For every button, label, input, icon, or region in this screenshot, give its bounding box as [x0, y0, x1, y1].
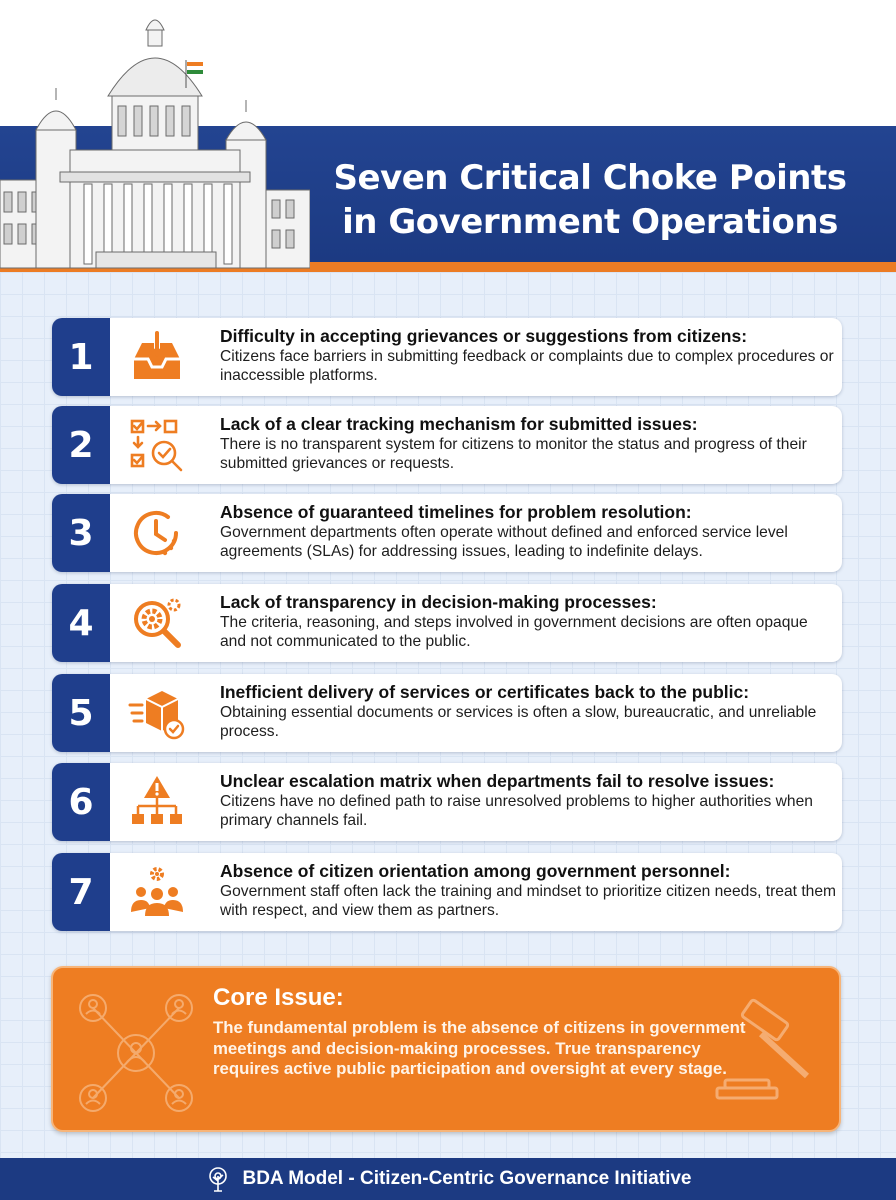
- gavel-icon: [713, 996, 823, 1106]
- delivery-box-icon: [128, 685, 186, 741]
- choke-point-card-3: [52, 494, 842, 572]
- choke-point-title: Absence of citizen orientation among government personnel:: [220, 861, 731, 881]
- core-issue-text: The fundamental problem is the absence of citizens in government meetings and decision-making processes. True transparency requires active public participation and oversight at every stage.: [213, 1018, 746, 1078]
- page-title-line-1: Seven Critical Choke Points: [333, 158, 847, 198]
- warning-hierarchy-icon: [128, 774, 186, 830]
- choke-point-number: 5: [52, 674, 110, 752]
- choke-point-description: Citizens have no defined path to raise unresolved problems to higher authorities when primary channels fail.: [220, 793, 813, 829]
- choke-point-title: Difficulty in accepting grievances or suggestions from citizens:: [220, 326, 748, 346]
- tracking-checklist-icon: [128, 417, 186, 473]
- tree-logo-icon: [204, 1165, 232, 1193]
- choke-point-card-4: [52, 584, 842, 662]
- choke-point-card-2: [52, 406, 842, 484]
- core-issue-box: [51, 966, 841, 1132]
- page-title: [300, 156, 880, 244]
- choke-point-description: Citizens face barriers in submitting feedback or complaints due to complex procedures or inaccessible platforms.: [220, 348, 834, 384]
- choke-point-title: Lack of transparency in decision-making processes:: [220, 592, 657, 612]
- choke-point-card-7: [52, 853, 842, 931]
- choke-point-number: 3: [52, 494, 110, 572]
- choke-point-description: Obtaining essential documents or services is often a slow, bureaucratic, and unreliable process.: [220, 704, 817, 740]
- clock-icon: [128, 505, 186, 561]
- core-issue-title: Core Issue:: [213, 984, 344, 1011]
- footer-text: BDA Model - Citizen-Centric Governance Initiative: [242, 1168, 692, 1189]
- choke-point-title: Absence of guaranteed timelines for problem resolution:: [220, 502, 692, 522]
- citizen-network-icon: [71, 988, 201, 1118]
- people-gear-icon: [128, 864, 186, 920]
- choke-point-card-6: [52, 763, 842, 841]
- choke-point-description: There is no transparent system for citizens to monitor the status and progress of their submitted grievances or requests.: [220, 436, 807, 472]
- choke-point-title: Unclear escalation matrix when departments fail to resolve issues:: [220, 771, 775, 791]
- footer: [0, 1158, 896, 1200]
- choke-point-number: 4: [52, 584, 110, 662]
- choke-point-title: Lack of a clear tracking mechanism for submitted issues:: [220, 414, 698, 434]
- choke-point-number: 6: [52, 763, 110, 841]
- vidhana-soudha-illustration: [0, 0, 310, 272]
- choke-point-number: 2: [52, 406, 110, 484]
- choke-point-title: Inefficient delivery of services or certificates back to the public:: [220, 682, 750, 702]
- choke-point-card-1: [52, 318, 842, 396]
- choke-point-number: 7: [52, 853, 110, 931]
- header: [0, 0, 896, 280]
- choke-point-description: Government staff often lack the training and mindset to prioritize citizen needs, treat them with respect, and view them as partners.: [220, 883, 836, 919]
- choke-point-number: 1: [52, 318, 110, 396]
- choke-point-description: The criteria, reasoning, and steps involved in government decisions are often opaque and not communicated to the public.: [220, 614, 808, 650]
- page-title-line-2: in Government Operations: [342, 202, 838, 242]
- choke-point-description: Government departments often operate without defined and enforced service level agreements (SLAs) for addressing issues, leading to indefinite delays.: [220, 524, 788, 560]
- inbox-download-icon: [128, 329, 186, 385]
- choke-point-card-5: [52, 674, 842, 752]
- gear-magnifier-icon: [128, 595, 186, 651]
